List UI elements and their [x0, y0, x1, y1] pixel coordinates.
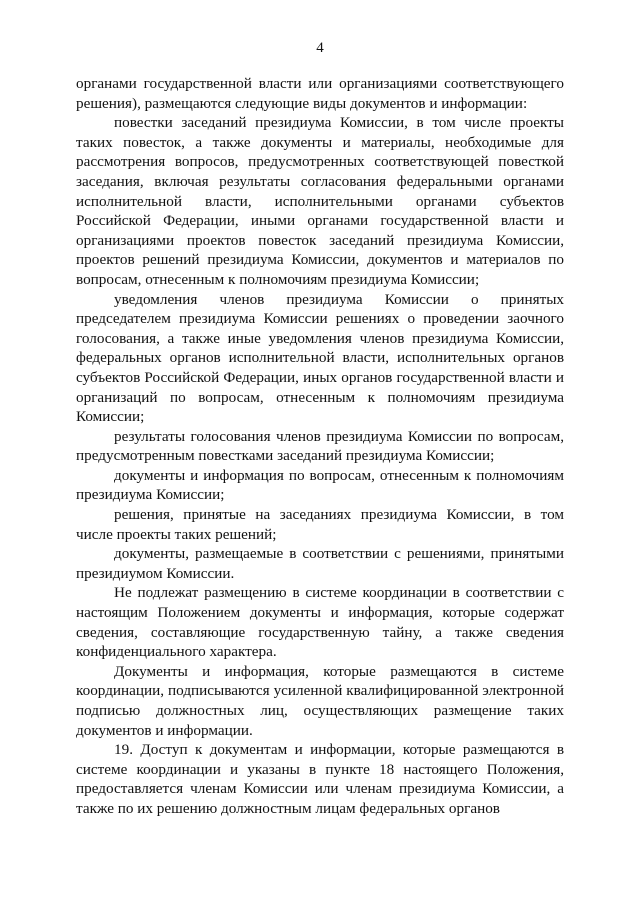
paragraph-item-19: 19. Доступ к документам и информации, которые размещаются в системе координации и указаны в пункте 18 настоящего Положения, предоставляется членам Комиссии или членам президиума Комиссии, а также по их решению должностным лицам федеральных органов — [76, 741, 564, 817]
page-number: 4 — [316, 40, 324, 56]
paragraph-decisions: решения, принятые на заседаниях президиума Комиссии, в том числе проекты таких решений; — [76, 506, 564, 543]
paragraph-signature: Документы и информация, которые размещаются в системе координации, подписываются усиленной квалифицированной электронной подписью должностных лиц, осуществляющих размещение таких документов и информации. — [76, 662, 564, 739]
paragraph-documents-info: документы и информация по вопросам, отнесенным к полномочиям президиума Комиссии; — [76, 466, 564, 504]
paragraph-voting-results: результаты голосования членов президиума Комиссии по вопросам, предусмотренным повестками заседаний президиума Комиссии; — [76, 427, 564, 465]
paragraph-notifications: уведомления членов президиума Комиссии о принятых председателем президиума Комиссии решениях о проведении заочного голосования, а также иные уведомления членов президиума Комиссии, федеральных органов исполнительной власти, исполнительных органов субъектов Российской Федерации, иных органов государственной власти и организаций по вопросам, отнесенным к полномочиям президиума Комиссии; — [76, 290, 564, 426]
document-body — [76, 74, 564, 819]
paragraph-continuation: органами государственной власти или организациями соответствующего решения), размещаются следующие виды документов и информации: — [76, 75, 564, 112]
paragraph-not-subject: Не подлежат размещению в системе координации в соответствии с настоящим Положением документы и информация, которые содержат сведения, составляющие государственную тайну, а также сведения конфиденциального характера. — [76, 584, 564, 661]
paragraph-posted-documents: документы, размещаемые в соответствии с решениями, принятыми президиумом Комиссии. — [76, 545, 564, 582]
paragraph-agendas: повестки заседаний президиума Комиссии, в том числе проекты таких повесток, а также документы и материалы, необходимые для рассмотрения вопросов, предусмотренных соответствующей повесткой заседания, включая результаты согласования федеральными органами исполнительной власти, исполнительными органами субъектов Российской Федерации, иными органами государственной власти и организациями проектов повесток заседаний президиума Комиссии, проектов решений президиума Комиссии, документов и материалов по вопросам, отнесенным к полномочиям президиума Комиссии; — [76, 114, 564, 288]
